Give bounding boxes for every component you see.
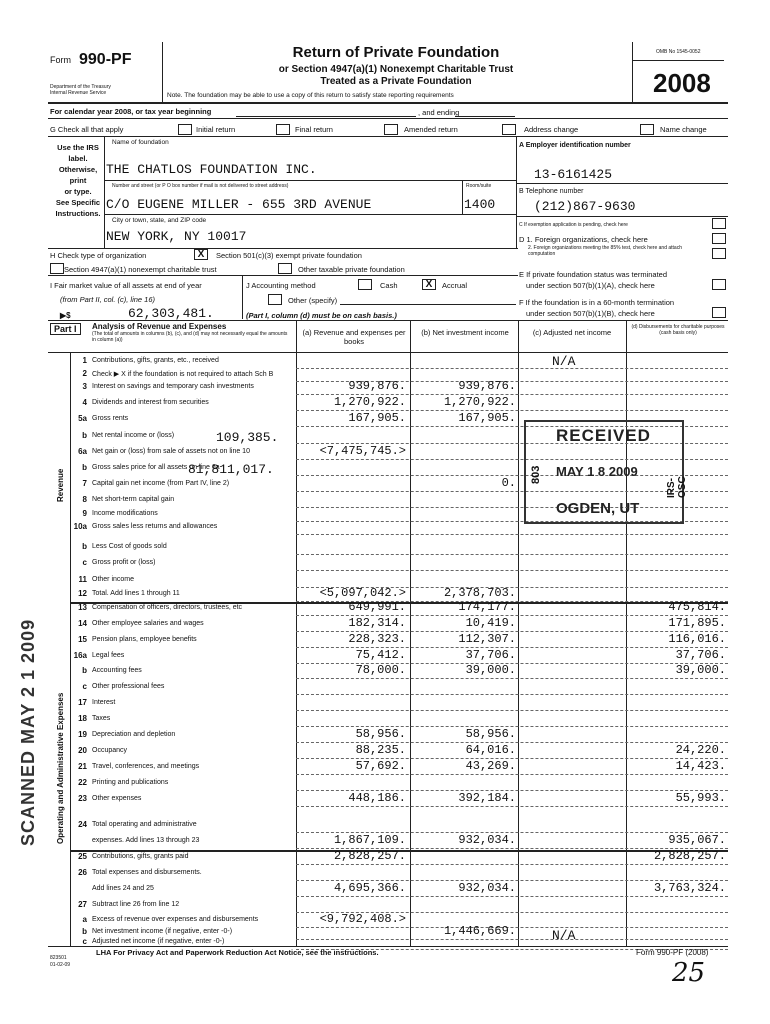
footer-code2: 01-02-09 — [50, 962, 71, 968]
line-value-col-d: 37,706. — [675, 648, 726, 662]
h-501c3-checkbox[interactable]: X — [194, 249, 208, 260]
initial-return-checkbox[interactable] — [178, 124, 192, 135]
cash-checkbox[interactable] — [358, 279, 372, 290]
room-label: Room/suite — [466, 183, 492, 189]
line-number: 2 — [82, 369, 87, 378]
line-label: Net investment income (if negative, enter -0-) — [92, 928, 233, 935]
line-label: Contributions, gifts, grants, etc., received — [92, 357, 219, 364]
use-irs-label: Use the IRS label. Otherwise, print or type. See Specific Instructions. — [55, 143, 101, 218]
h-opt3-label: Other taxable private foundation — [298, 265, 405, 274]
line-value-col-b: 39,000. — [465, 663, 516, 677]
line-number: 18 — [78, 714, 87, 723]
part1-tag: Part I — [50, 323, 81, 335]
line-number: 10a — [73, 522, 87, 531]
accrual-checkbox[interactable]: X — [422, 279, 436, 290]
line-number: 9 — [82, 509, 87, 518]
line-value-col-b: 932,034. — [458, 881, 516, 895]
line-label: Gross profit or (loss) — [92, 559, 156, 566]
line-number: 12 — [78, 589, 87, 598]
line-value-col-a: 448,186. — [348, 791, 406, 805]
line-label: Income modifications — [92, 510, 158, 517]
d1-label: D 1. Foreign organizations, check here — [519, 235, 648, 244]
line-label: Taxes — [92, 715, 111, 722]
form-subtitle1: or Section 4947(a)(1) Nonexempt Charitable Trust — [278, 64, 514, 75]
line-label: Total expenses and disbursements. — [92, 869, 202, 876]
line-value-col-d: 55,993. — [675, 791, 726, 805]
h-4947-checkbox[interactable] — [50, 263, 64, 274]
line-number: b — [82, 542, 87, 551]
line-number: 16a — [73, 651, 87, 660]
gross-sales-value: 81,811,017. — [188, 462, 274, 477]
dept-line2: Internal Revenue Service — [50, 90, 107, 96]
line-label: Subtract line 26 from line 12 — [92, 901, 180, 908]
expenses-section-label: Operating and Administrative Expenses — [56, 692, 65, 844]
na-top: N/A — [552, 354, 576, 369]
h-other-taxable-checkbox[interactable] — [278, 263, 292, 274]
revenue-section-label: Revenue — [56, 468, 65, 502]
line-value-col-b: 0. — [501, 476, 516, 490]
line-value-col-b: 10,419. — [465, 616, 516, 630]
line-value-col-b: 64,016. — [465, 743, 516, 757]
line-label: Depreciation and depletion — [92, 731, 176, 738]
line-value-col-a: 88,235. — [355, 743, 406, 757]
line-number: 21 — [78, 762, 87, 771]
line-value-col-b: 392,184. — [458, 791, 516, 805]
i-dollar: ▶$ — [60, 311, 71, 320]
line-value-col-d: 39,000. — [675, 663, 726, 677]
line-number: 3 — [82, 382, 87, 391]
row-rule — [296, 534, 728, 535]
line-value-col-b: 58,956. — [465, 727, 516, 741]
foundation-name: THE CHATLOS FOUNDATION INC. — [106, 162, 317, 177]
line-label: Check ▶ X if the foundation is not required to attach Sch B — [92, 371, 274, 378]
line-number: 24 — [78, 820, 87, 829]
form-subtitle2: Treated as a Private Foundation — [320, 76, 472, 87]
accrual-label: Accrual — [442, 281, 468, 290]
row-rule — [296, 368, 728, 369]
amended-return-checkbox[interactable] — [384, 124, 398, 135]
name-change-label: Name change — [660, 125, 707, 134]
i-label: I Fair market value of all assets at end of year — [50, 281, 202, 290]
line-number: 20 — [78, 746, 87, 755]
line-number: c — [82, 682, 87, 691]
d1-checkbox[interactable] — [712, 233, 726, 244]
line-value-col-d: 14,423. — [675, 759, 726, 773]
line-label: Net short-term capital gain — [92, 496, 175, 503]
line-number: c — [82, 558, 87, 567]
e-label2: under section 507(b)(1)(A), check here — [526, 281, 655, 290]
line-label: Less Cost of goods sold — [92, 543, 167, 550]
h-opt1-label: Section 501(c)(3) exempt private foundation — [216, 251, 362, 260]
line-value-col-b: 167,905. — [458, 411, 516, 425]
calendar-year-line: For calendar year 2008, or tax year beginning — [50, 107, 212, 116]
line-label: Accounting fees — [92, 667, 142, 674]
row-rule — [296, 806, 728, 807]
final-return-label: Final return — [295, 125, 333, 134]
line-label: Occupancy — [92, 747, 128, 754]
line-value-col-a: 167,905. — [348, 411, 406, 425]
dept-line1: Department of the Treasury — [50, 84, 111, 90]
line-number: 11 — [78, 575, 87, 584]
other-method-label: Other (specify) — [288, 296, 338, 305]
line-value-col-b: 939,876. — [458, 379, 516, 393]
street-address: C/O EUGENE MILLER - 655 3RD AVENUE — [106, 197, 372, 212]
line-number: 19 — [78, 730, 87, 739]
line-number: 1 — [82, 356, 87, 365]
line-number: b — [82, 927, 87, 936]
part1-title: Analysis of Revenue and Expenses — [92, 322, 227, 331]
line-value-col-a: <5,097,042.> — [319, 586, 406, 600]
line-number: 8 — [82, 495, 87, 504]
line-value-col-a: 4,695,366. — [333, 881, 406, 895]
line-value-col-a: 182,314. — [348, 616, 406, 630]
line-number: 15 — [78, 635, 87, 644]
line-label: Add lines 24 and 25 — [92, 885, 154, 892]
line-value-col-a: 1,270,922. — [333, 395, 406, 409]
form-number: 990-PF — [79, 51, 132, 68]
line-label: Other employee salaries and wages — [92, 620, 204, 627]
fmv-value: 62,303,481. — [128, 306, 214, 321]
phone-label: B Telephone number — [519, 188, 584, 195]
line-number: 7 — [82, 479, 87, 488]
line-number: 26 — [78, 868, 87, 877]
line-number: 22 — [78, 778, 87, 787]
line-label: Interest — [92, 699, 116, 706]
footer-form: Form 990-PF (2008) — [636, 948, 709, 957]
line-value-col-b: 174,177. — [458, 600, 516, 614]
line-label: Net rental income or (loss) — [92, 432, 175, 439]
omb-number: OMB No 1545-0052 — [656, 49, 701, 55]
line-label: Gross rents — [92, 415, 129, 422]
line-label: Total operating and administrative — [92, 821, 197, 828]
street-label: Number and street (or P O box number if mail is not delivered to street address) — [112, 183, 289, 189]
line-value-col-a: 78,000. — [355, 663, 406, 677]
row-rule — [296, 710, 728, 711]
tax-year: 2008 — [653, 68, 711, 98]
other-method-checkbox[interactable] — [268, 294, 282, 305]
line-label: Printing and publications — [92, 779, 169, 786]
row-rule — [296, 678, 728, 679]
j-label: J Accounting method — [246, 281, 316, 290]
line-value-col-d: 3,763,324. — [653, 881, 726, 895]
line-value-col-b: 2,378,703. — [443, 586, 516, 600]
line-value-col-a: 58,956. — [355, 727, 406, 741]
line-label: Gross sales less returns and allowances — [92, 523, 218, 530]
line-value-col-a: 649,991. — [348, 600, 406, 614]
final-return-checkbox[interactable] — [276, 124, 290, 135]
ein-label: A Employer identification number — [519, 142, 631, 149]
line-value-col-b: 37,706. — [465, 648, 516, 662]
line-value-col-d: 116,016. — [668, 632, 726, 646]
name-change-checkbox[interactable] — [640, 124, 654, 135]
h-label: H Check type of organization — [50, 251, 147, 260]
form-prefix: Form — [50, 55, 71, 65]
line-label: Gross sales price for all assets on line 6a — [92, 464, 220, 471]
amended-return-label: Amended return — [404, 125, 458, 134]
c-label: C If exemption application is pending, check here — [519, 222, 628, 228]
line-value-col-d: 2,828,257. — [653, 849, 726, 863]
line-value-col-a: 57,692. — [355, 759, 406, 773]
i-sub-label: (from Part II, col. (c), line 16) — [60, 295, 156, 304]
line-number: 23 — [78, 794, 87, 803]
h-opt2-label: Section 4947(a)(1) nonexempt charitable trust — [64, 265, 217, 274]
line-label: Adjusted net income (if negative, enter -0-) — [92, 938, 225, 945]
line-number: 27 — [78, 900, 87, 909]
line-value-col-b: 1,446,669. — [443, 924, 516, 938]
form-title: Return of Private Foundation — [292, 44, 500, 61]
line-value-col-a: 939,876. — [348, 379, 406, 393]
line-value-col-b: 1,270,922. — [443, 395, 516, 409]
city-state-zip: NEW YORK, NY 10017 — [106, 229, 247, 244]
line-value-col-b: 112,307. — [458, 632, 516, 646]
row-rule — [296, 570, 728, 571]
line-label: Contributions, gifts, grants paid — [92, 853, 189, 860]
city-label: City or town, state, and ZIP code — [112, 217, 207, 224]
line-number: 14 — [78, 619, 87, 628]
row-rule — [296, 554, 728, 555]
row-rule — [296, 896, 728, 897]
line-number: b — [82, 431, 87, 440]
form-note: Note. The foundation may be able to use a copy of this return to satisfy state reporting requirements — [167, 92, 454, 99]
row-rule — [296, 774, 728, 775]
row-rule — [296, 694, 728, 695]
line-number: c — [82, 937, 87, 946]
col-c-header: (c) Adjusted net income — [532, 328, 612, 337]
line-label: Other professional fees — [92, 683, 165, 690]
col-d-header: (d) Disbursements for charitable purposes (cash basis only) — [631, 324, 725, 336]
line-number: 25 — [78, 852, 87, 861]
line-number: 4 — [82, 398, 87, 407]
line-label: Pension plans, employee benefits — [92, 636, 197, 643]
col-a-header: (a) Revenue and expenses per books — [302, 328, 406, 346]
line-label: Net gain or (loss) from sale of assets not on line 10 — [92, 448, 250, 455]
room-suite: 1400 — [464, 197, 496, 212]
footer-code1: 823501 — [50, 955, 67, 961]
rental-income-value: 109,385. — [216, 430, 279, 445]
line-number: 17 — [78, 698, 87, 707]
line-value-col-a: 2,828,257. — [333, 849, 406, 863]
initial-return-label: Initial return — [196, 125, 236, 134]
d2-label: 2. Foreign organizations meeting the 85% test, check here and attach computation — [528, 245, 682, 257]
f-checkbox[interactable] — [712, 307, 726, 318]
line-number: b — [82, 666, 87, 675]
line-number: 13 — [78, 603, 87, 612]
f-label1: F If the foundation is in a 60-month termination — [519, 298, 675, 307]
line-value-col-d: 475,814. — [668, 600, 726, 614]
col-b-header: (b) Net investment income — [421, 328, 509, 337]
row-rule — [296, 864, 728, 865]
line-value-col-d: 24,220. — [675, 743, 726, 757]
and-ending: , and ending — [418, 108, 460, 117]
scanned-stamp: SCANNED MAY 2 1 2009 — [18, 618, 38, 846]
line-value-col-d: 171,895. — [668, 616, 726, 630]
line-label: Dividends and interest from securities — [92, 399, 209, 406]
line-value-col-b: 43,269. — [465, 759, 516, 773]
line-label: Other income — [92, 576, 135, 583]
line-label: Excess of revenue over expenses and disbursements — [92, 916, 259, 923]
handwritten-page-mark: 25 — [672, 958, 706, 988]
line-number: 6a — [78, 447, 87, 456]
line-label: Travel, conferences, and meetings — [92, 763, 200, 770]
line-label: Capital gain net income (from Part IV, line 2) — [92, 480, 230, 487]
e-checkbox[interactable] — [712, 279, 726, 290]
ein-value: 13-6161425 — [534, 167, 613, 182]
d2-checkbox[interactable] — [712, 248, 726, 259]
line-label: Interest on savings and temporary cash investments — [92, 383, 254, 390]
g-row-label: G Check all that apply — [50, 125, 124, 134]
line-label: Legal fees — [92, 652, 125, 659]
line-value-col-a: 75,412. — [355, 648, 406, 662]
line-value-col-a: 1,867,109. — [333, 833, 406, 847]
cash-basis-note: (Part I, column (d) must be on cash basis.) — [246, 311, 397, 320]
received-stamp: RECEIVED MAY 1 8 2009 OGDEN, UT 803 IRS-OSC — [524, 420, 684, 524]
line-value-col-d: 935,067. — [668, 833, 726, 847]
address-change-checkbox[interactable] — [502, 124, 516, 135]
f-label2: under section 507(b)(1)(B), check here — [526, 309, 655, 318]
line-value-col-a: <7,475,745.> — [319, 444, 406, 458]
line-number: 5a — [78, 414, 87, 423]
cash-label: Cash — [380, 281, 398, 290]
line-value-col-a: <9,792,408.> — [319, 912, 406, 926]
line-number: b — [82, 463, 87, 472]
line-label: expenses. Add lines 13 through 23 — [92, 837, 200, 844]
e-label1: E If private foundation status was terminated — [519, 270, 667, 279]
line-number: a — [82, 915, 87, 924]
line-value-col-a: 228,323. — [348, 632, 406, 646]
part1-title-sub: (The total of amounts in columns (b), (c), and (d) may not necessarily equal the amounts in column (a)) — [92, 331, 288, 343]
phone-value: (212)867-9630 — [534, 199, 636, 214]
line-label: Other expenses — [92, 795, 142, 802]
address-change-label: Address change — [524, 125, 579, 134]
footer-lha: LHA For Privacy Act and Paperwork Reduction Act Notice, see the instructions. — [96, 948, 379, 957]
row-rule — [296, 939, 728, 940]
name-label: Name of foundation — [112, 139, 169, 146]
c-checkbox[interactable] — [712, 218, 726, 229]
line-value-col-b: 932,034. — [458, 833, 516, 847]
na-bottom: N/A — [552, 928, 576, 943]
line-label: Total. Add lines 1 through 11 — [92, 590, 180, 597]
line-label: Compensation of officers, directors, trustees, etc — [92, 604, 243, 611]
